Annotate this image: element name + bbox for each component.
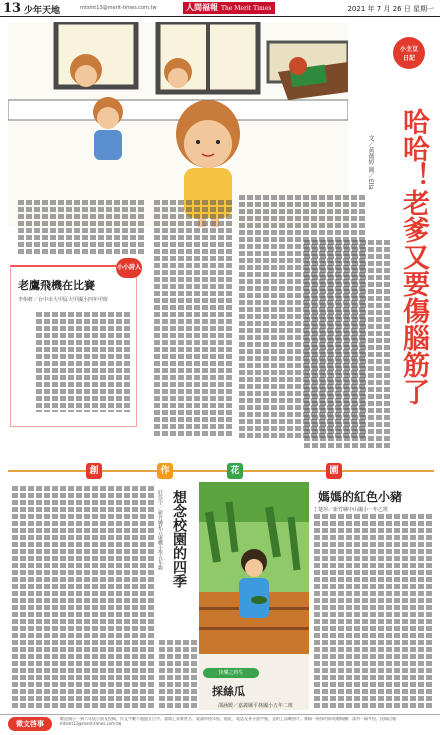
- poem-body: [20, 312, 130, 412]
- essay-body-2: [155, 640, 197, 710]
- section-char-2: 作: [157, 463, 173, 479]
- essay-body: [8, 486, 154, 708]
- contact-email[interactable]: mtsmt13@merit-times.com.tw: [80, 5, 157, 11]
- pig-body: [314, 514, 432, 710]
- diary-badge: [393, 37, 425, 69]
- issue-date: 2021 年 7 月 26 日 星期一: [347, 5, 434, 13]
- footer-notice: 歡迎國小一到六年級小朋友投稿，作文字數不超過五百字。請填上真實姓名、就讀學校年級、地址、電話及身分證字號，並附上清晰照片。來稿一經採用即致贈稿酬，請勿一稿多投。投稿信箱：mtsmt13@merit-times.com.tw: [60, 717, 400, 726]
- newspaper-logo: [183, 2, 275, 14]
- feature-headline: 哈哈！老爹又要傷腦筋了: [398, 108, 429, 405]
- section-char-3: 花: [227, 463, 243, 479]
- feature-body-text-3: [8, 200, 144, 256]
- painting-title: 採絲瓜: [212, 685, 245, 698]
- section-divider: [8, 470, 434, 472]
- section-title: 少年天地: [24, 6, 61, 16]
- diary-badge-line1: 小主豆: [399, 46, 418, 53]
- diary-badge-line2: 日記: [402, 55, 415, 62]
- painting-badge: 快樂之時生: [203, 668, 259, 678]
- page-number: 13: [3, 1, 22, 16]
- poem-badge: 小小詩人: [116, 258, 142, 278]
- gourd-painting: [199, 482, 309, 654]
- feature-body-text-2: [148, 200, 232, 438]
- logo-en: The Merit Times: [221, 5, 272, 12]
- painting-author: 邵涵媛／嘉義縣平林國小五年二班: [218, 703, 294, 709]
- gourd-harvest-icon: [199, 482, 309, 654]
- poem-title: 老鷹飛機在比賽: [18, 279, 95, 292]
- section-char-4: 園: [326, 463, 342, 479]
- section-char-1: 創: [86, 463, 102, 479]
- footer-badge: 徵文啓事: [8, 717, 52, 731]
- essay-title: 想念校園的四季: [171, 490, 187, 588]
- pig-title: 媽媽的紅色小豬: [318, 490, 403, 504]
- essay-author: 莊佳宇／新竹縣私立康橋小學五年級: [157, 490, 163, 570]
- logo-cn: 人間福報: [186, 3, 218, 12]
- poem-author: 李侑軒／台中市大甲區大甲國小四年甲班: [18, 297, 109, 303]
- feature-byline: 文／黃薇婷 圖／Ella: [367, 135, 374, 190]
- feature-body-text-4: [298, 240, 390, 450]
- pig-author: 丁楚瑄／新竹縣中山國小一年乙班: [313, 507, 389, 513]
- masthead: [0, 0, 440, 17]
